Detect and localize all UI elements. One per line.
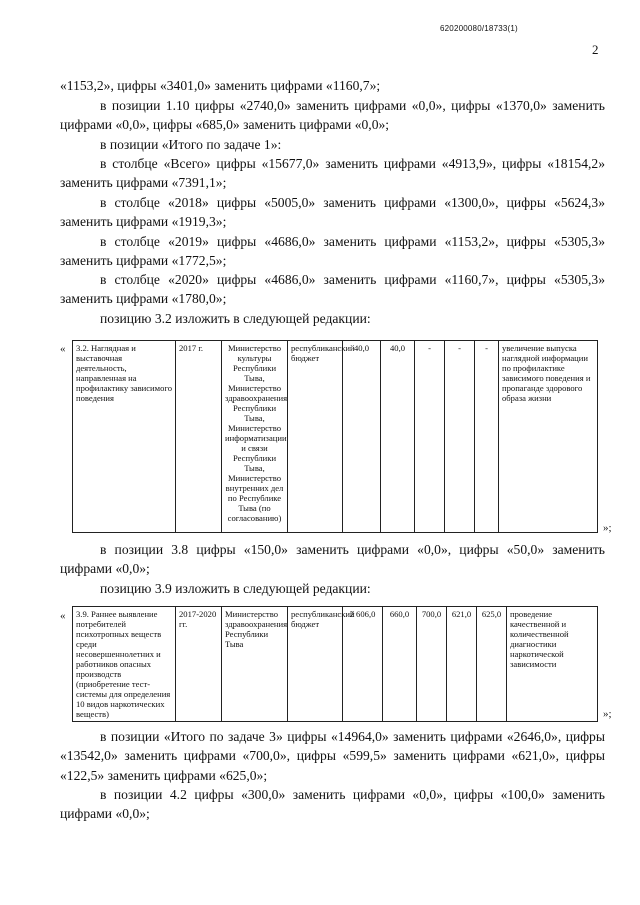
expected-result-cell: проведение качественной и количественной диагностики наркотической зависимости: [507, 607, 598, 722]
paragraph-11: в позиции «Итого по задаче 3» цифры «14964,0» заменить цифрами «2646,0», цифры «13542,0» заменить цифрами «700,0», цифры «599,5» заменить цифрами «621,0», цифры «122,5» заменить цифрами «625,0»;: [60, 729, 605, 783]
paragraph-7: в столбце «2020» цифры «4686,0» заменить цифрами «1160,7», цифры «5305,3» заменить цифрами «1780,0»;: [60, 272, 605, 307]
position-3-9-table: [72, 606, 598, 722]
year-2017-cell: 660,0: [383, 607, 417, 722]
measure-name-cell: 3.9. Раннее выявление потребителей психотропных веществ среди несовершеннолетних и работников опасных производств (приобретение тест-системы для определения 10 видов наркотических веществ): [73, 607, 176, 722]
paragraph-5: в столбце «2018» цифры «5005,0» заменить цифрами «1300,0», цифры «5624,3» заменить цифрами «1919,3»;: [60, 195, 605, 230]
paragraph-12: в позиции 4.2 цифры «300,0» заменить цифрами «0,0», цифры «100,0» заменить цифрами «0,0»;: [60, 787, 605, 822]
funding-source-cell: республиканский бюджет: [288, 607, 343, 722]
quote-close-2: »;: [603, 708, 612, 720]
quote-close-1: »;: [603, 522, 612, 534]
position-3-2-table: [72, 340, 598, 533]
paragraph-3: в позиции «Итого по задаче 1»:: [100, 137, 282, 152]
paragraph-1: «1153,2», цифры «3401,0» заменить цифрами «1160,7»;: [60, 78, 381, 93]
year-2019-cell: 621,0: [447, 607, 477, 722]
paragraph-8: позицию 3.2 изложить в следующей редакции:: [100, 311, 371, 326]
year-2017-cell: 40,0: [381, 341, 415, 533]
measure-name-cell: 3.2. Наглядная и выставочная деятельность, направленная на профилактику зависимого поведения: [73, 341, 176, 533]
year-2018-cell: -: [415, 341, 445, 533]
executors-cell: Министерство культуры Республики Тыва, Министерство здравоохранения Республики Тыва, Министерство информатизации и связи Республики Тыва, Министерство внутренних дел по Республике Тыва (по согласованию): [222, 341, 288, 533]
paragraph-2: в позиции 1.10 цифры «2740,0» заменить цифрами «0,0», цифры «1370,0» заменить цифрами «0,0», цифры «685,0» заменить цифрами «0,0»;: [60, 98, 605, 133]
total-cell: 40,0: [343, 341, 381, 533]
year-2020-cell: -: [475, 341, 499, 533]
quote-open-1: «: [60, 343, 66, 355]
quote-open-2: «: [60, 610, 66, 622]
year-2019-cell: -: [445, 341, 475, 533]
page-number: 2: [592, 42, 599, 57]
executors-cell: Министерство здравоохранения Республики Тыва: [222, 607, 288, 722]
year-2020-cell: 625,0: [477, 607, 507, 722]
funding-source-cell: республиканский бюджет: [288, 341, 343, 533]
paragraph-4: в столбце «Всего» цифры «15677,0» заменить цифрами «4913,9», цифры «18154,2» заменить цифрами «7391,1»;: [60, 156, 605, 191]
expected-result-cell: увеличение выпуска наглядной информации по профилактике зависимого поведения и пропаганде здорового образа жизни: [499, 341, 598, 533]
total-cell: 2 606,0: [343, 607, 383, 722]
period-cell: 2017 г.: [176, 341, 222, 533]
paragraph-10: позицию 3.9 изложить в следующей редакции:: [100, 581, 371, 596]
paragraph-9: в позиции 3.8 цифры «150,0» заменить цифрами «0,0», цифры «50,0» заменить цифрами «0,0»;: [60, 542, 605, 577]
year-2018-cell: 700,0: [417, 607, 447, 722]
document-id: 620200080/18733(1): [440, 24, 518, 33]
period-cell: 2017-2020 гг.: [176, 607, 222, 722]
paragraph-6: в столбце «2019» цифры «4686,0» заменить цифрами «1153,2», цифры «5305,3» заменить цифрами «1772,5»;: [60, 234, 605, 269]
